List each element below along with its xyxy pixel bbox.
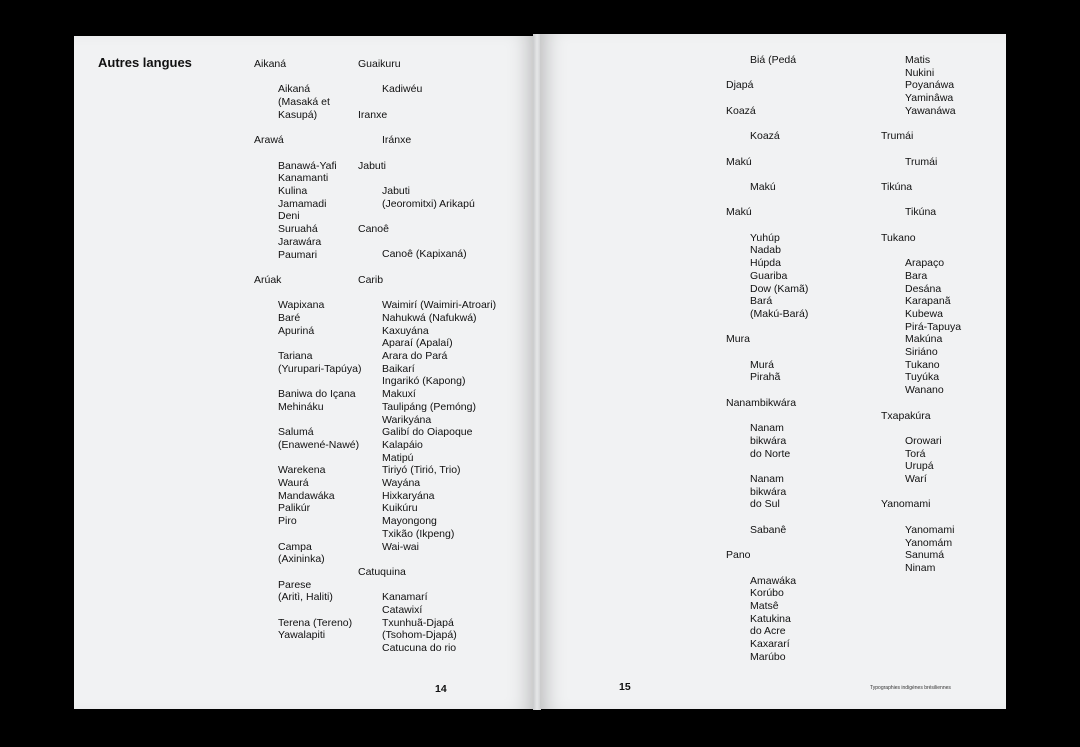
language-family: Arúak <box>254 273 282 286</box>
language-list <box>726 181 886 194</box>
language-name: Jarawára <box>278 235 322 248</box>
language-name: Yaminâwa <box>905 92 954 105</box>
language-family: Guaikuru <box>358 58 401 70</box>
language-list <box>881 206 1001 219</box>
language-name: Kadiwéu <box>382 83 423 96</box>
language-list <box>358 134 528 147</box>
language-name: Sabanê <box>750 523 787 536</box>
language-name: Wai-wai <box>382 540 419 553</box>
language-family: Catuquina <box>358 565 406 578</box>
language-name: Warí <box>905 473 927 486</box>
language-name: Hixkaryána <box>382 489 435 502</box>
language-family: Carib <box>358 273 384 286</box>
language-family: Koazá <box>726 104 756 117</box>
language-name: Guariba <box>750 269 788 282</box>
language-name: Parese <box>278 578 312 591</box>
language-name: Marúbo <box>750 650 786 663</box>
language-name: (Enawené-Nawé) <box>278 438 360 451</box>
language-name: Deni <box>278 210 300 223</box>
language-name: Húpda <box>750 257 781 270</box>
page-number: 15 <box>619 681 631 693</box>
language-name: Mandawáka <box>278 489 335 502</box>
language-name: Wanano <box>905 384 944 397</box>
language-name: Bará <box>750 295 773 308</box>
language-name: Makuxí <box>382 388 416 401</box>
language-family: Txapakúra <box>881 409 931 422</box>
language-name: Nadab <box>750 244 781 257</box>
language-family: Jabuti <box>358 159 387 172</box>
language-name: Yanomám <box>905 536 953 549</box>
language-family: Tukano <box>881 231 916 244</box>
language-name: Yawalapiti <box>278 629 326 642</box>
language-list <box>358 591 528 655</box>
language-name: Desána <box>905 282 942 295</box>
language-name: Nanam <box>750 473 784 486</box>
language-family: Makú <box>726 155 752 168</box>
language-name: Catawixí <box>382 604 423 617</box>
language-family: Iranxe <box>358 108 388 121</box>
language-name: Kaxararí <box>750 638 790 651</box>
language-name: Kasupá) <box>278 108 318 121</box>
language-name: Makúna <box>905 333 943 346</box>
language-list <box>254 83 374 121</box>
language-list <box>358 248 528 261</box>
language-name: Tariana <box>278 350 313 363</box>
language-name: Aparaí (Apalaí) <box>382 337 453 350</box>
language-name: Warekena <box>278 464 326 477</box>
language-name: Pirahã <box>750 371 781 384</box>
language-column-1 <box>254 58 374 642</box>
language-name: Torá <box>905 447 926 460</box>
language-name: Baniwa do Içana <box>278 388 356 401</box>
page-number: 14 <box>435 683 447 695</box>
language-name: Taulipáng (Pemóng) <box>382 400 476 413</box>
language-name: Murá <box>750 358 774 371</box>
language-name: Kalapáio <box>382 438 423 451</box>
language-family: Trumái <box>881 130 914 143</box>
language-name: (Yurupari-Tapúya) <box>278 362 362 375</box>
language-name: (Makú-Bará) <box>750 307 809 320</box>
language-name: Baré <box>278 311 301 324</box>
language-name: Txikão (Ikpeng) <box>382 527 455 540</box>
language-name: Piro <box>278 515 297 528</box>
language-name: Katukina <box>750 612 791 625</box>
language-list <box>726 422 886 536</box>
language-name: Mehináku <box>278 400 324 413</box>
language-name: Koazá <box>750 130 780 143</box>
language-name: Suruahá <box>278 223 318 236</box>
language-name: Canoê (Kapixaná) <box>382 248 467 261</box>
language-name: Txunhuã-Djapá <box>382 616 454 629</box>
language-list <box>726 54 886 67</box>
language-list <box>726 575 886 664</box>
language-name: Yanomami <box>905 523 955 536</box>
language-name: Matis <box>905 54 931 66</box>
language-name: Wayána <box>382 477 421 490</box>
language-name: Waurá <box>278 477 309 490</box>
language-name: Banawá-Yafi <box>278 159 337 172</box>
language-name: Kaxuyána <box>382 324 429 337</box>
language-name: Nukini <box>905 66 935 79</box>
language-name: Campa <box>278 540 312 553</box>
language-name: Makú <box>750 180 776 193</box>
language-name: Dow (Kamã) <box>750 282 809 295</box>
language-name: Jamamadi <box>278 197 327 210</box>
language-family: Arawá <box>254 134 284 147</box>
language-name: Nanam <box>750 422 784 435</box>
language-name: Kulina <box>278 184 308 197</box>
language-name: Salumá <box>278 426 314 439</box>
language-name: Siriáno <box>905 346 938 359</box>
language-name: (Axininka) <box>278 553 325 566</box>
language-name: Poyanáwa <box>905 79 955 92</box>
language-name: Matipú <box>382 451 414 464</box>
language-family: Yanomami <box>881 498 931 511</box>
language-name: Arara do Pará <box>382 350 448 363</box>
language-name: Wapixana <box>278 299 325 312</box>
language-list <box>881 156 1001 169</box>
language-family: Aikaná <box>254 58 287 70</box>
language-family: Tikúna <box>881 180 913 193</box>
language-name: (Aritì, Haliti) <box>278 591 333 604</box>
language-name: do Acre <box>750 625 786 638</box>
language-family: Pano <box>726 549 751 562</box>
language-name: Yuhúp <box>750 231 780 244</box>
language-name: Tiriyó (Tirió, Trio) <box>382 464 461 477</box>
language-name: do Norte <box>750 447 791 460</box>
language-list <box>358 299 528 553</box>
language-name: (Jeoromitxi) Arikapú <box>382 197 475 210</box>
language-name: Apuriná <box>278 324 315 337</box>
language-name: Kanamanti <box>278 172 329 185</box>
language-name: Kanamarí <box>382 591 428 604</box>
language-list <box>358 83 528 96</box>
language-name: Ingarikó (Kapong) <box>382 375 466 388</box>
language-family: Nanambikwára <box>726 396 797 409</box>
language-name: Yawanáwa <box>905 104 956 117</box>
language-name: Karapanã <box>905 295 951 308</box>
language-name: Catucuna do rio <box>382 642 457 655</box>
language-name: Waimirí (Waimiri-Atroari) <box>382 299 497 312</box>
language-name: Korúbo <box>750 587 784 600</box>
language-name: Matsê <box>750 600 779 612</box>
running-footer: Typographies indigènes brésiliennes <box>870 685 951 691</box>
language-name: Amawáka <box>750 574 797 587</box>
language-name: Palikúr <box>278 502 311 515</box>
language-name: Kuikúru <box>382 502 418 515</box>
language-name: Orowari <box>905 434 942 447</box>
language-list <box>881 54 1001 118</box>
language-name: Bara <box>905 269 928 282</box>
language-name: bikwára <box>750 485 787 498</box>
language-name: Tuyúka <box>905 371 940 384</box>
language-family: Mura <box>726 333 750 346</box>
language-name: Galibí do Oiapoque <box>382 426 473 439</box>
language-list <box>254 299 374 642</box>
language-list <box>254 160 374 262</box>
language-name: Trumái <box>905 155 938 168</box>
language-list <box>881 257 1001 397</box>
language-name: Tikúna <box>905 206 937 219</box>
language-list <box>881 524 1001 575</box>
language-column-2 <box>358 58 528 655</box>
left-page <box>74 36 534 709</box>
language-name: Biá (Pedá <box>750 54 797 66</box>
language-name: Warikyána <box>382 413 432 426</box>
language-name: Urupá <box>905 460 934 473</box>
language-list <box>881 435 1001 486</box>
language-name: Ninam <box>905 561 936 574</box>
language-list <box>358 185 528 210</box>
language-family: Canoê <box>358 223 389 236</box>
language-name: Mayongong <box>382 515 437 528</box>
language-name: Jabuti <box>382 184 411 197</box>
language-name: Terena (Tereno) <box>278 616 353 629</box>
language-family: Djapá <box>726 79 754 92</box>
language-name: Paumari <box>278 248 318 261</box>
language-name: Tukano <box>905 358 940 371</box>
language-name: Iránxe <box>382 134 412 147</box>
language-name: Nahukwá (Nafukwá) <box>382 311 477 324</box>
language-list <box>726 130 886 143</box>
language-name: Aikaná <box>278 83 311 96</box>
language-list <box>726 359 886 384</box>
language-column-3 <box>726 54 886 664</box>
language-name: (Tsohom-Djapá) <box>382 629 457 642</box>
language-column-4 <box>881 54 1001 575</box>
language-name: (Masaká et <box>278 96 330 109</box>
language-list <box>726 232 886 321</box>
language-name: Baikarí <box>382 362 415 375</box>
language-family: Makú <box>726 206 752 219</box>
language-name: Sanumá <box>905 549 945 562</box>
language-name: bikwára <box>750 434 787 447</box>
section-title: Autres langues <box>98 55 192 70</box>
language-name: Kubewa <box>905 307 943 320</box>
language-name: Pirá-Tapuya <box>905 320 962 333</box>
language-name: Arapaço <box>905 257 945 270</box>
right-page <box>540 34 1006 709</box>
language-name: do Sul <box>750 498 780 511</box>
